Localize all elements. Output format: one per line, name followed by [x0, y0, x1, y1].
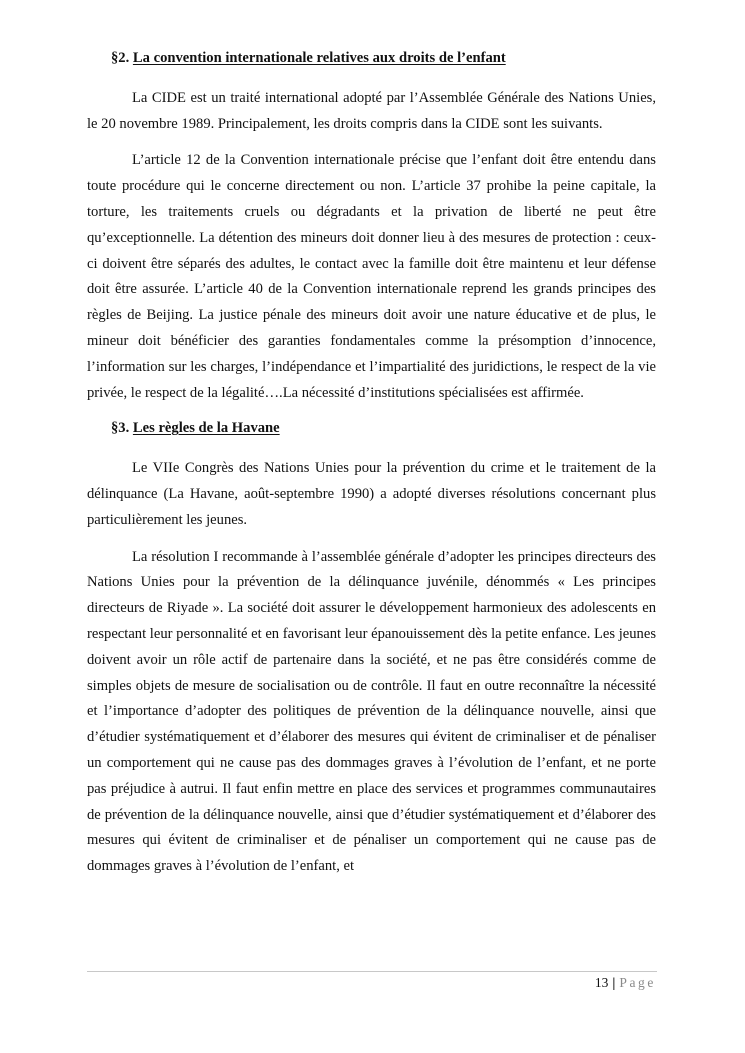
section-title: La convention internationale relatives aux droits de l’enfant	[132, 50, 506, 66]
footer-separator: |	[612, 975, 616, 990]
spacer	[87, 534, 656, 545]
spacer	[87, 72, 656, 86]
section-title: Les règles de la Havane	[132, 420, 280, 437]
page-footer	[595, 974, 656, 992]
spacer	[87, 406, 656, 416]
section-heading-2	[111, 46, 656, 72]
spacer	[87, 442, 656, 456]
footer-divider	[87, 971, 657, 972]
page-label: Page	[619, 975, 656, 990]
paragraph: Le VIIe Congrès des Nations Unies pour la prévention du crime et le traitement de la délinquance (La Havane, août-septembre 1990) a adopté diverses résolutions concernant plus particulièrement les jeunes.	[87, 460, 656, 528]
paragraph: L’article 12 de la Convention internationale précise que l’enfant doit être entendu dans toute procédure qui le concerne directement ou non. L’article 37 prohibe la peine capitale, la torture, les traitements cruels ou dégradants et la privation de liberté ne peut être qu’exceptionnelle. La détention des mineurs doit donner lieu à des mesures de protection : ceux-ci doivent être séparés des adultes, le contact avec la famille doit être maintenu et leur défense doit être assurée. L’article 40 de la Convention internationale reprend les grands principes des règles de Beijing. La justice pénale des mineurs doit avoir une nature éducative et de plus, le mineur doit bénéficier des garanties fondamentales comme la présomption d’innocence, l’information sur les charges, l’indépendance et l’impartialité des juridictions, le respect de la vie privée, le respect de la légalité….La nécessité d’institutions spécialisées est affirmée.	[87, 152, 656, 401]
section-heading-3	[111, 416, 656, 442]
paragraph: La CIDE est un traité international adopté par l’Assemblée Générale des Nations Unies, le 20 novembre 1989. Principalement, les droits compris dans la CIDE sont les suivants.	[87, 89, 656, 132]
section-number: §3.	[111, 420, 130, 437]
page-number: 13	[594, 975, 609, 990]
page-body	[87, 46, 656, 880]
section-number: §2.	[111, 50, 130, 66]
spacer	[87, 137, 656, 148]
paragraph: La résolution I recommande à l’assemblée générale d’adopter les principes directeurs des Nations Unies pour la prévention de la délinquance juvénile, dénommés « Les principes directeurs de Riyade ». La société doit assurer le développement harmonieux des adolescents en respectant leur personnalité et en favorisant leur épanouissement dès la petite enfance. Les jeunes doivent avoir un rôle actif de partenaire dans la société, et ne pas être considérés comme de simples objets de mesure de socialisation ou de contrôle. Il faut en outre reconnaître la nécessité et l’importance d’adopter des politiques de prévention de la délinquance nouvelle, ainsi que d’étudier systématiquement et d’élaborer des mesures qui évitent de criminaliser et de pénaliser un comportement qui ne cause pas des dommages graves à l’évolution de l’enfant, et ne porte pas préjudice à autrui. Il faut enfin mettre en place des services et programmes communautaires de prévention de la délinquance nouvelle, ainsi que d’étudier systématiquement et d’élaborer des mesures qui évitent de criminaliser et de pénaliser un comportement qui ne cause pas de dommages graves à l’évolution de l’enfant, et	[87, 548, 656, 875]
